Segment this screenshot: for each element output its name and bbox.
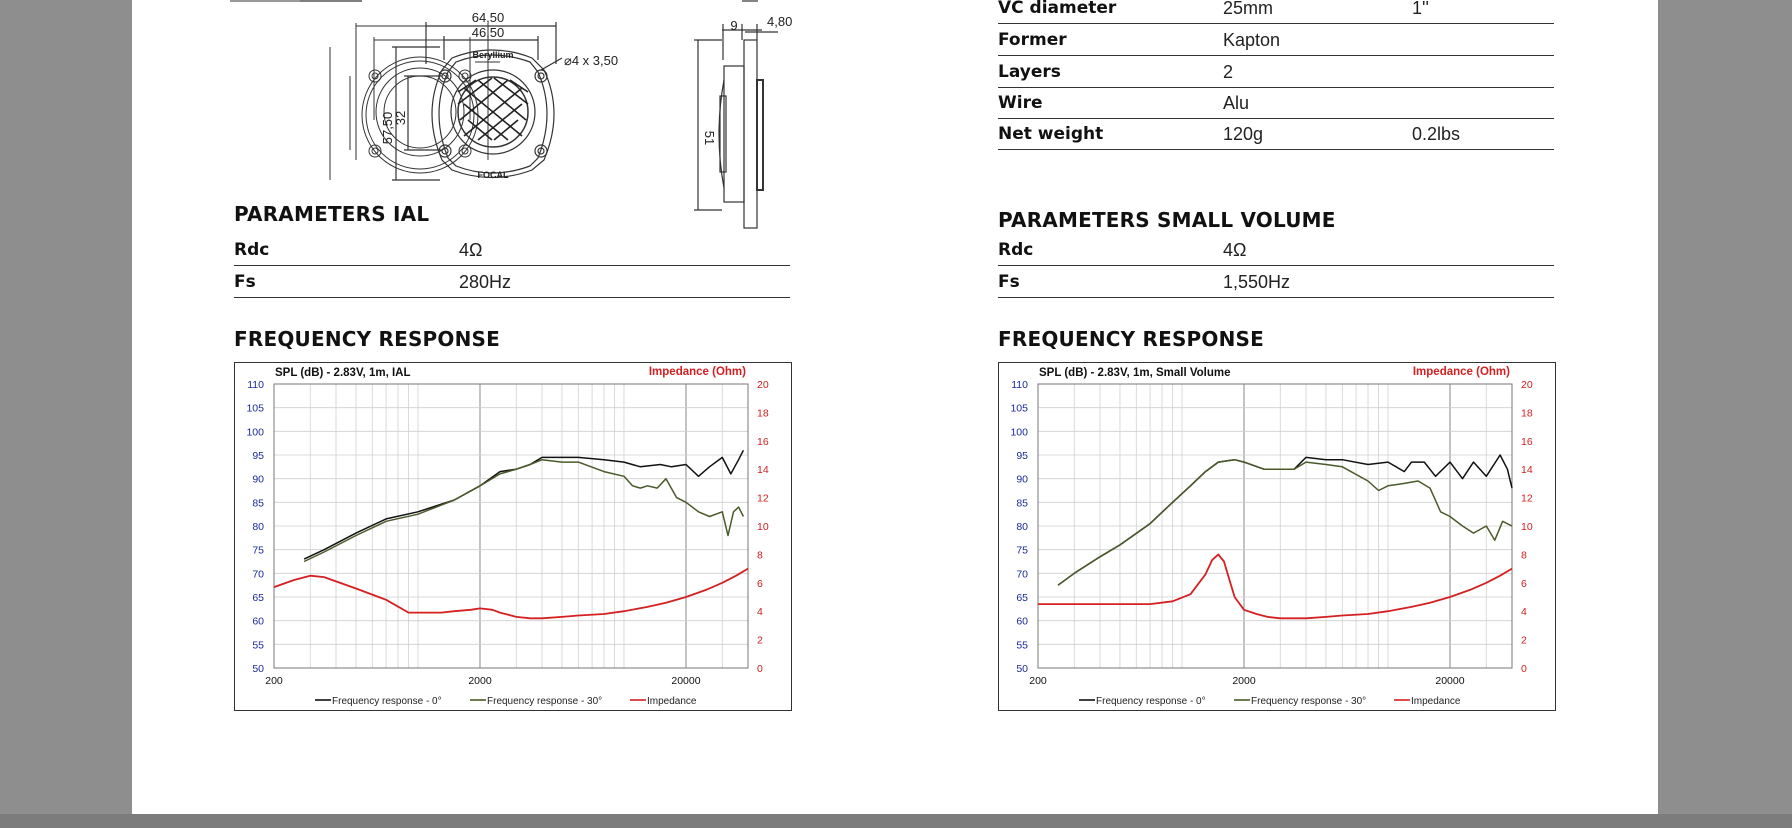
y2-tick-label: 2 [757,634,763,647]
chart-title: SPL (dB) - 2.83V, 1m, Small Volume [1039,367,1231,379]
y-tick-label: 50 [252,663,264,675]
param-label: Rdc [998,240,1034,260]
y-tick-label: 55 [1016,639,1028,652]
legend-label: Frequency response - 30° [487,696,603,707]
y2-tick-label: 4 [1521,606,1527,619]
y-tick-label: 60 [252,615,264,628]
spec-label: Net weight [998,124,1104,144]
y-tick-label: 80 [1016,521,1028,533]
spec-value: 120g [1223,124,1264,144]
spec-row-vc-diameter [998,0,1554,24]
series-line-impedance [274,569,748,619]
dim-side-w: 9 [730,18,738,33]
y2-tick-label: 12 [1521,492,1533,505]
dim-d4: 32 [393,110,408,126]
x-tick-label: 2000 [468,675,492,687]
x-tick-label: 200 [1029,675,1047,687]
y-tick-label: 110 [1011,379,1028,391]
legend-label: Frequency response - 0° [332,696,442,707]
y2-tick-label: 12 [757,492,769,505]
y2-tick-label: 14 [757,464,769,477]
spec-value-imperial: 1'' [1412,0,1429,18]
spec-row-layers [998,56,1554,88]
legend-label: Impedance [647,696,697,707]
y-tick-label: 70 [1016,568,1028,581]
chart-legend [1079,696,1461,707]
y-tick-label: 75 [252,544,264,557]
y2-tick-label: 8 [1521,549,1527,562]
y2-tick-label: 18 [1521,407,1533,420]
params-small-row-fs [998,266,1554,298]
y-tick-label: 85 [252,497,264,510]
spec-value: 2 [1223,62,1234,82]
spec-row-wire [998,87,1554,119]
y2-tick-label: 8 [757,549,763,562]
params-ial-row-rdc [234,234,790,266]
y-tick-label: 100 [246,426,264,439]
logo-bottom-text: FOCAL [477,170,509,180]
param-value: 280Hz [459,272,512,292]
series-line-fr30 [304,460,743,562]
y-tick-label: 80 [252,521,264,533]
dim-d3: 57,50 [380,111,395,145]
chart-svg-ial [235,363,791,710]
y2-tick-label: 6 [757,577,763,590]
y2-tick-label: 18 [757,407,769,420]
dim-holes: ⌀4 x 3,50 [564,53,619,68]
y2-tick-label: 20 [757,379,769,391]
chart-legend [315,696,697,707]
chart-y2-label: Impedance (Ohm) [648,366,746,378]
y-tick-label: 50 [1016,663,1028,675]
y-tick-label: 55 [252,639,264,652]
y2-tick-label: 10 [757,521,769,533]
spec-value-imperial: 0.2lbs [1412,124,1461,144]
y2-tick-label: 20 [1521,379,1533,391]
logo-top-text: Beryllium [472,50,514,60]
spec-label: Former [998,30,1067,50]
y2-tick-label: 16 [1521,435,1533,448]
freq-response-chart-small-volume [998,362,1556,711]
viewer-bottom-bar [0,814,1792,828]
chart-title: SPL (dB) - 2.83V, 1m, IAL [275,367,411,379]
y-tick-label: 75 [1016,544,1028,557]
spec-value: Alu [1223,93,1250,113]
y-tick-label: 90 [252,473,264,486]
dim-side-w2: 4,80 [767,14,793,29]
spec-value: Kapton [1223,30,1281,50]
spec-row-net-weight [998,118,1554,150]
param-value: 4Ω [459,240,483,260]
dim-side-h: 51 [702,130,717,146]
spec-row-former [998,24,1554,56]
y-tick-label: 60 [1016,615,1028,628]
param-label: Fs [234,272,256,292]
spec-label: Wire [998,93,1043,113]
y-tick-label: 95 [1016,450,1028,462]
series-line-impedance [1038,554,1512,618]
y2-tick-label: 10 [1521,521,1533,533]
y2-tick-label: 0 [757,663,763,675]
x-tick-label: 2000 [1232,675,1256,687]
datasheet-page [132,0,1658,814]
y2-tick-label: 4 [757,606,763,619]
chart-grid [274,384,748,668]
spec-label: VC diameter [998,0,1117,18]
y-tick-label: 65 [1016,592,1028,604]
param-value: 4Ω [1223,240,1247,260]
y-tick-label: 70 [252,568,264,581]
x-tick-label: 200 [265,675,283,687]
y-tick-label: 105 [1010,402,1028,415]
param-value: 1,550Hz [1223,272,1291,292]
y-tick-label: 85 [1016,497,1028,510]
dim-d2: 46,50 [471,25,505,40]
y-tick-label: 90 [1016,473,1028,486]
y2-tick-label: 2 [1521,634,1527,647]
params-small-title: PARAMETERS SMALL VOLUME [998,208,1336,232]
y-tick-label: 105 [246,402,264,415]
param-label: Fs [998,272,1020,292]
params-ial-row-fs [234,266,790,298]
x-tick-label: 20000 [1435,675,1465,687]
spec-label: Layers [998,62,1061,82]
y-tick-label: 65 [252,592,264,604]
freq-response-chart-ial [234,362,792,711]
chart-y2-label: Impedance (Ohm) [1412,366,1510,378]
chart-svg-small-volume [999,363,1555,710]
x-tick-label: 20000 [671,675,701,687]
series-line-fr0 [1058,455,1512,585]
chart-grid [1038,384,1512,668]
params-small-row-rdc [998,234,1554,266]
legend-label: Impedance [1411,696,1461,707]
dim-d1: 64,50 [471,10,505,25]
freq-response-right-title: FREQUENCY RESPONSE [998,327,1265,351]
params-ial-title: PARAMETERS IAL [234,202,430,226]
legend-label: Frequency response - 0° [1096,696,1206,707]
param-label: Rdc [234,240,270,260]
y2-tick-label: 0 [1521,663,1527,675]
y2-tick-label: 6 [1521,577,1527,590]
y-tick-label: 110 [247,379,264,391]
y-tick-label: 95 [252,450,264,462]
spec-value: 25mm [1223,0,1274,18]
y2-tick-label: 16 [757,435,769,448]
y-tick-label: 100 [1010,426,1028,439]
freq-response-left-title: FREQUENCY RESPONSE [234,327,501,351]
tweeter-side-drawing [582,0,793,240]
y2-tick-label: 14 [1521,464,1533,477]
legend-label: Frequency response - 30° [1251,696,1367,707]
